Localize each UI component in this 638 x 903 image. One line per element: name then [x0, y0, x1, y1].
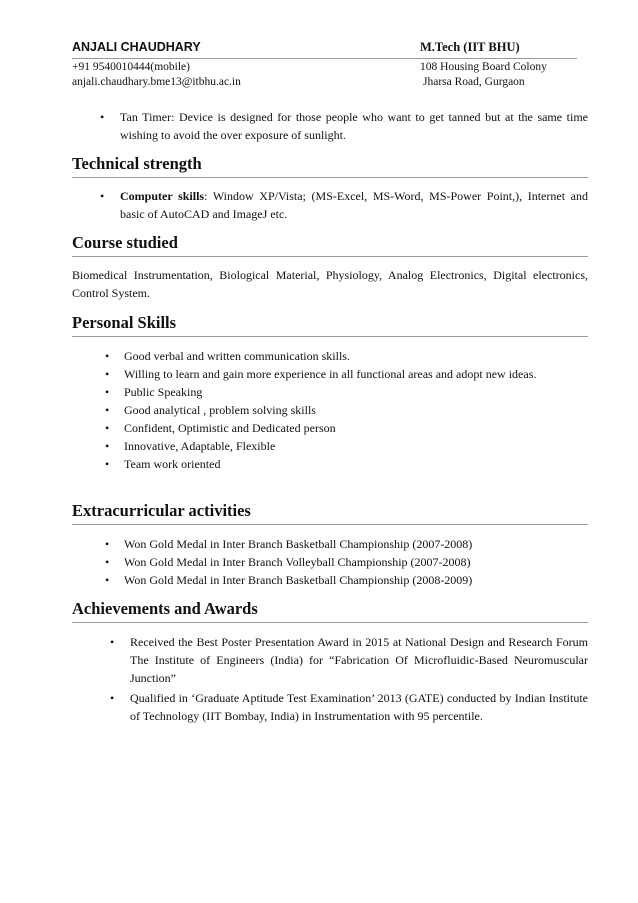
section-title-technical: Technical strength: [72, 153, 588, 178]
bullet-icon: •: [105, 403, 110, 417]
list-item-text: Confident, Optimistic and Dedicated person: [124, 421, 336, 435]
candidate-degree: M.Tech (IIT BHU): [420, 40, 520, 54]
phone-number: +91 9540010444(mobile): [72, 61, 190, 73]
intro-section: [72, 108, 588, 144]
section-title-personal: Personal Skills: [72, 312, 588, 337]
list-item: [105, 401, 588, 419]
list-item-text: Won Gold Medal in Inter Branch Basketball Championship (2008-2009): [124, 573, 473, 587]
bullet-icon: •: [105, 457, 110, 471]
course-section: [72, 232, 588, 302]
bullet-icon: •: [105, 537, 110, 551]
intro-bullet-text: Tan Timer: Device is designed for those people who want to get tanned but at the same time wishing to avoid the over exposure of sunlight.: [120, 110, 588, 142]
bullet-icon: •: [105, 573, 110, 587]
bullet-icon: •: [105, 421, 110, 435]
list-item-text: Public Speaking: [124, 385, 203, 399]
bullet-icon: •: [105, 385, 110, 399]
list-item: [110, 633, 588, 687]
list-item: [110, 689, 588, 725]
list-item: [105, 535, 588, 553]
list-item: [105, 383, 588, 401]
list-item: [105, 365, 588, 383]
list-item: [105, 419, 588, 437]
list-item: [105, 437, 588, 455]
list-item: [105, 455, 588, 473]
bullet-icon: •: [100, 110, 105, 124]
list-item: [100, 187, 588, 223]
address-line-1: 108 Housing Board Colony: [420, 61, 547, 73]
list-item-text: Won Gold Medal in Inter Branch Basketball Championship (2007-2008): [124, 537, 473, 551]
personal-section: [72, 312, 588, 473]
list-item: [105, 571, 588, 589]
bullet-icon: •: [110, 635, 115, 649]
section-title-extracurricular: Extracurricular activities: [72, 500, 588, 525]
bullet-icon: •: [105, 367, 110, 381]
bullet-icon: •: [110, 691, 115, 705]
address-line-2: Jharsa Road, Gurgaon: [423, 76, 525, 88]
computer-skills-label: Computer skills: [120, 189, 205, 203]
bullet-icon: •: [105, 555, 110, 569]
course-text: Biomedical Instrumentation, Biological Material, Physiology, Analog Electronics, Digital electronics, Control System.: [72, 268, 588, 300]
list-item-text: Qualified in ‘Graduate Aptitude Test Examination’ 2013 (GATE) conducted by Indian Institute of Technology (IIT Bombay, India) in Instrumentation with 95 percentile.: [130, 691, 588, 723]
list-item-text: Innovative, Adaptable, Flexible: [124, 439, 276, 453]
list-item-text: Good analytical , problem solving skills: [124, 403, 316, 417]
list-item-text: Willing to learn and gain more experience in all functional areas and adopt new ideas.: [124, 367, 537, 381]
candidate-name: ANJALI CHAUDHARY: [72, 40, 201, 54]
technical-section: [72, 153, 588, 223]
list-item-text: Team work oriented: [124, 457, 221, 471]
bullet-icon: •: [100, 189, 105, 203]
bullet-icon: •: [105, 439, 110, 453]
list-item: [105, 553, 588, 571]
computer-skills-text: : Window XP/Vista; (MS-Excel, MS-Word, MS-Power Point,), Internet and basic of AutoCAD and ImageJ etc.: [120, 189, 588, 221]
section-title-course: Course studied: [72, 232, 588, 257]
extracurricular-section: [72, 500, 588, 589]
section-title-achievements: Achievements and Awards: [72, 598, 588, 623]
achievements-section: [72, 598, 588, 725]
list-item: [100, 108, 588, 144]
email-address: anjali.chaudhary.bme13@itbhu.ac.in: [72, 76, 241, 88]
list-item-text: Received the Best Poster Presentation Award in 2015 at National Design and Research Forum The Institute of Engineers (India) for “Fabrication Of Microfluidic-Based Neuromuscular Junction”: [130, 635, 588, 685]
list-item: [105, 347, 588, 365]
list-item-text: Won Gold Medal in Inter Branch Volleyball Championship (2007-2008): [124, 555, 471, 569]
header-bar: [72, 38, 577, 59]
list-item-text: Good verbal and written communication skills.: [124, 349, 350, 363]
bullet-icon: •: [105, 349, 110, 363]
